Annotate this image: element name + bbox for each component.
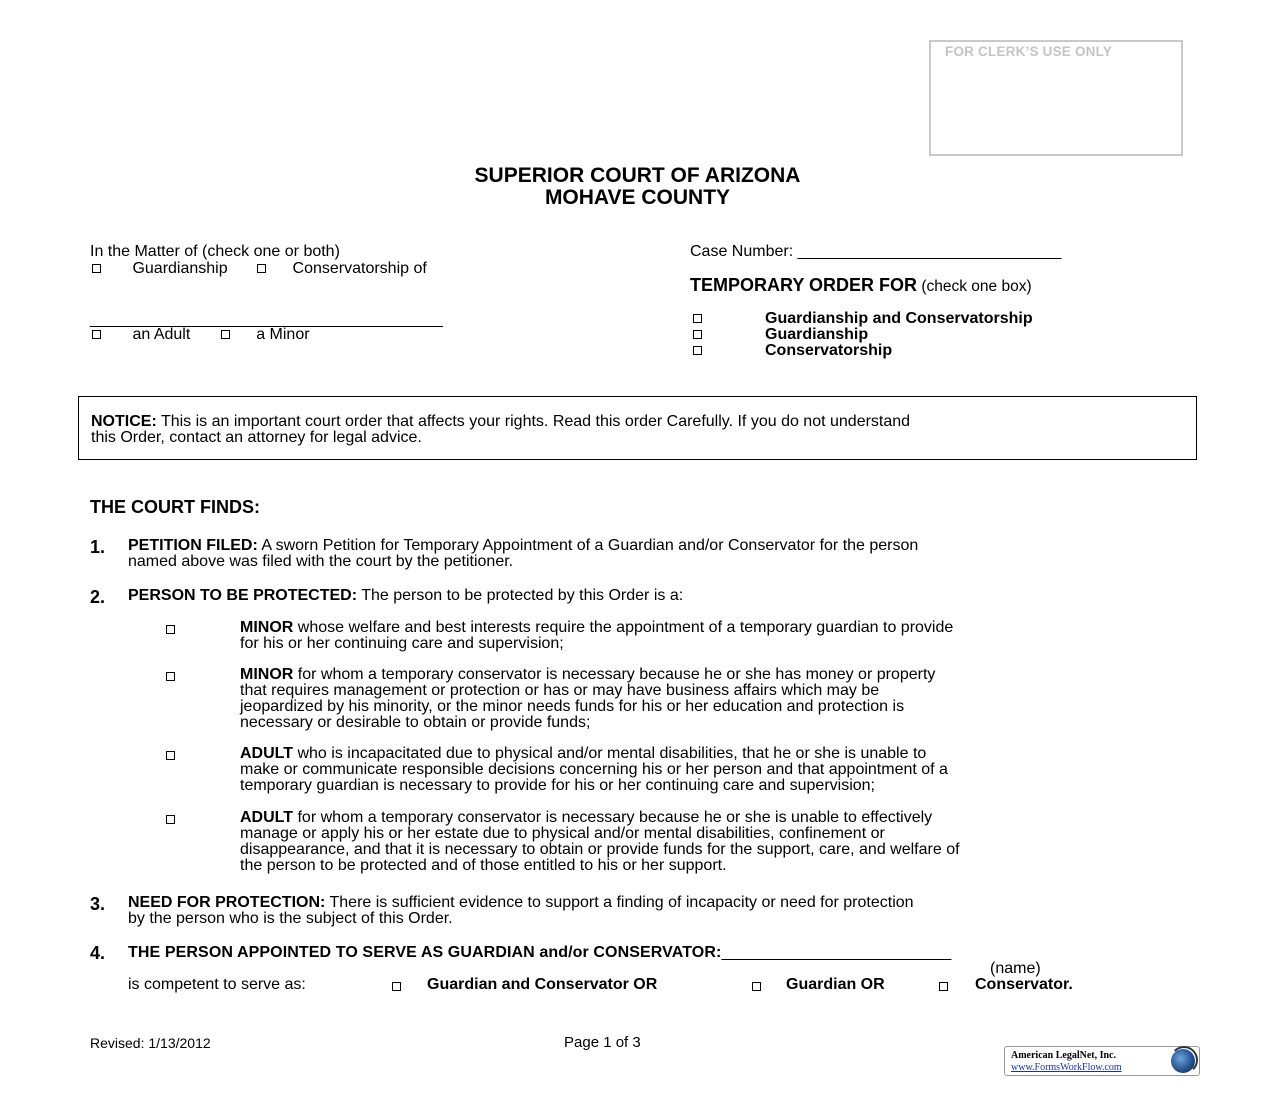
option-c-line-3: temporary guardian is necessary to provide for his or her continuing care and supervision;: [240, 777, 875, 794]
serve-guardian-conservator-label: Guardian and Conservator OR: [427, 976, 658, 993]
revised-date: Revised: 1/13/2012: [90, 1035, 211, 1051]
logo-company-name: American LegalNet, Inc.: [1011, 1050, 1116, 1061]
item-2-text: The person to be protected by this Order is a:: [357, 587, 684, 604]
ward-age-row: [92, 327, 310, 343]
option-b: [240, 667, 935, 731]
serve-guardian-label: Guardian OR: [786, 976, 885, 993]
clerk-use-box: [929, 40, 1183, 156]
notice-line-2: this Order, contact an attorney for legal advice.: [91, 429, 422, 446]
item-3-line-1: [128, 895, 914, 911]
option-b-line-3: jeopardized by his minority, or the minor needs funds for his or her education and protection is: [240, 698, 905, 715]
matter-type-row: [92, 261, 427, 277]
item-3-number: 3.: [90, 894, 106, 914]
county-title: MOHAVE COUNTY: [544, 186, 731, 209]
minor-label: a Minor: [256, 326, 310, 343]
findings-heading: THE COURT FINDS:: [90, 497, 260, 517]
serve-guardian-checkbox[interactable]: [752, 982, 761, 991]
minor-guardian-checkbox[interactable]: [166, 625, 175, 634]
option-d-line-2: manage or apply his or her estate due to physical and/or mental disabilities, confinement or: [240, 825, 885, 842]
item-2-number: 2.: [90, 587, 106, 607]
order-type-hint: (check one box): [917, 278, 1032, 295]
forms-workflow-logo[interactable]: [1004, 1046, 1200, 1076]
item-4-line: [128, 945, 951, 961]
item-1-line-1: [128, 538, 918, 554]
order-type-title: TEMPORARY ORDER FOR: [690, 275, 918, 295]
option-a-line-1: whose welfare and best interests require the appointment of a temporary guardian to provide: [293, 619, 954, 636]
option-c: [240, 746, 948, 794]
option-a-bold: MINOR: [240, 619, 294, 636]
option-d-line-1: for whom a temporary conservator is necessary because he or she is unable to effectively: [293, 809, 933, 826]
guardianship-and-conservatorship-checkbox[interactable]: [693, 314, 702, 323]
option-b-line-4: necessary or desirable to obtain or provide funds;: [240, 714, 591, 731]
logo-website-link[interactable]: www.FormsWorkFlow.com: [1011, 1062, 1122, 1073]
serve-guardian-conservator-checkbox[interactable]: [392, 982, 401, 991]
order-option-3-label: Conservatorship: [765, 342, 893, 359]
item-1-text: A sworn Petition for Temporary Appointment of a Guardian and/or Conservator for the person: [257, 537, 919, 554]
ward-name-line[interactable]: _________________________________________: [90, 311, 443, 328]
item-1-label: PETITION FILED:: [128, 537, 258, 554]
order-option-2: [693, 326, 869, 343]
option-b-line-2: that requires management or protection or has or may have business affairs which may be: [240, 682, 880, 699]
conservatorship-checkbox[interactable]: [257, 264, 266, 273]
option-c-bold: ADULT: [240, 745, 294, 762]
order-guardianship-checkbox[interactable]: [693, 330, 702, 339]
item-3-text: There is sufficient evidence to support a finding of incapacity or need for protection: [325, 894, 914, 911]
item-1-number: 1.: [90, 537, 106, 557]
case-number-label: Case Number:: [690, 243, 798, 260]
guardianship-checkbox[interactable]: [92, 264, 101, 273]
adult-checkbox[interactable]: [92, 330, 101, 339]
item-4-label: THE PERSON APPOINTED TO SERVE AS GUARDIAN and/or CONSERVATOR:: [128, 944, 722, 961]
serve-conservator-label: Conservator.: [975, 976, 1073, 993]
option-d-line-3: disappearance, and that it is necessary to obtain or provide funds for the support, care, and welfare of: [240, 841, 960, 858]
serve-conservator-checkbox[interactable]: [939, 982, 948, 991]
adult-conservator-checkbox[interactable]: [166, 815, 175, 824]
conservatorship-label: Conservatorship of: [292, 260, 427, 277]
item-1-line-2: named above was filed with the court by the petitioner.: [128, 553, 514, 570]
court-title: SUPERIOR COURT OF ARIZONA: [474, 164, 801, 187]
option-b-bold: MINOR: [240, 666, 294, 683]
matter-label: In the Matter of (check one or both): [90, 243, 340, 260]
order-option-2-label: Guardianship: [765, 326, 869, 343]
page-number: Page 1 of 3: [564, 1034, 641, 1051]
clerk-use-label: FOR CLERK’S USE ONLY: [945, 44, 1113, 59]
option-b-line-1: for whom a temporary conservator is necessary because he or she has money or property: [293, 666, 936, 683]
option-c-line-1: who is incapacitated due to physical and/or mental disabilities, that he or she is unable to: [293, 745, 927, 762]
order-option-1: [693, 310, 1033, 327]
globe-ring-icon: [1170, 1046, 1198, 1074]
guardianship-label: Guardianship: [132, 260, 228, 277]
option-a: [240, 620, 953, 652]
case-number-field[interactable]: _______________________________: [797, 243, 1062, 260]
notice-text-1: This is an important court order that affects your rights. Read this order Carefully. If you do not understand: [156, 413, 911, 430]
option-a-line-2: for his or her continuing care and supervision;: [240, 635, 564, 652]
adult-guardian-checkbox[interactable]: [166, 751, 175, 760]
minor-checkbox[interactable]: [221, 330, 230, 339]
order-conservatorship-checkbox[interactable]: [693, 346, 702, 355]
notice-box: [78, 396, 1197, 460]
minor-conservator-checkbox[interactable]: [166, 672, 175, 681]
order-option-3: [693, 342, 893, 359]
option-d: [240, 810, 960, 874]
option-d-bold: ADULT: [240, 809, 294, 826]
appointee-name-hint: (name): [990, 960, 1041, 977]
notice-label: NOTICE:: [91, 413, 157, 430]
adult-label: an Adult: [132, 326, 191, 343]
notice-line-1: [91, 414, 910, 430]
option-d-line-4: the person to be protected and of those entitled to his or her support.: [240, 857, 727, 874]
competent-label: is competent to serve as:: [128, 976, 306, 993]
item-3-label: NEED FOR PROTECTION:: [128, 894, 326, 911]
case-number-row: [690, 244, 1061, 260]
item-2-label: PERSON TO BE PROTECTED:: [128, 587, 358, 604]
order-option-1-label: Guardianship and Conservatorship: [765, 310, 1033, 327]
appointee-name-field[interactable]: ___________________________: [721, 944, 951, 961]
option-c-line-2: make or communicate responsible decisions concerning his or her person and that appointment of a: [240, 761, 948, 778]
item-2-line: [128, 588, 683, 604]
item-4-number: 4.: [90, 943, 106, 963]
order-type-heading: [690, 275, 1032, 296]
item-3-line-2: by the person who is the subject of this Order.: [128, 910, 453, 927]
